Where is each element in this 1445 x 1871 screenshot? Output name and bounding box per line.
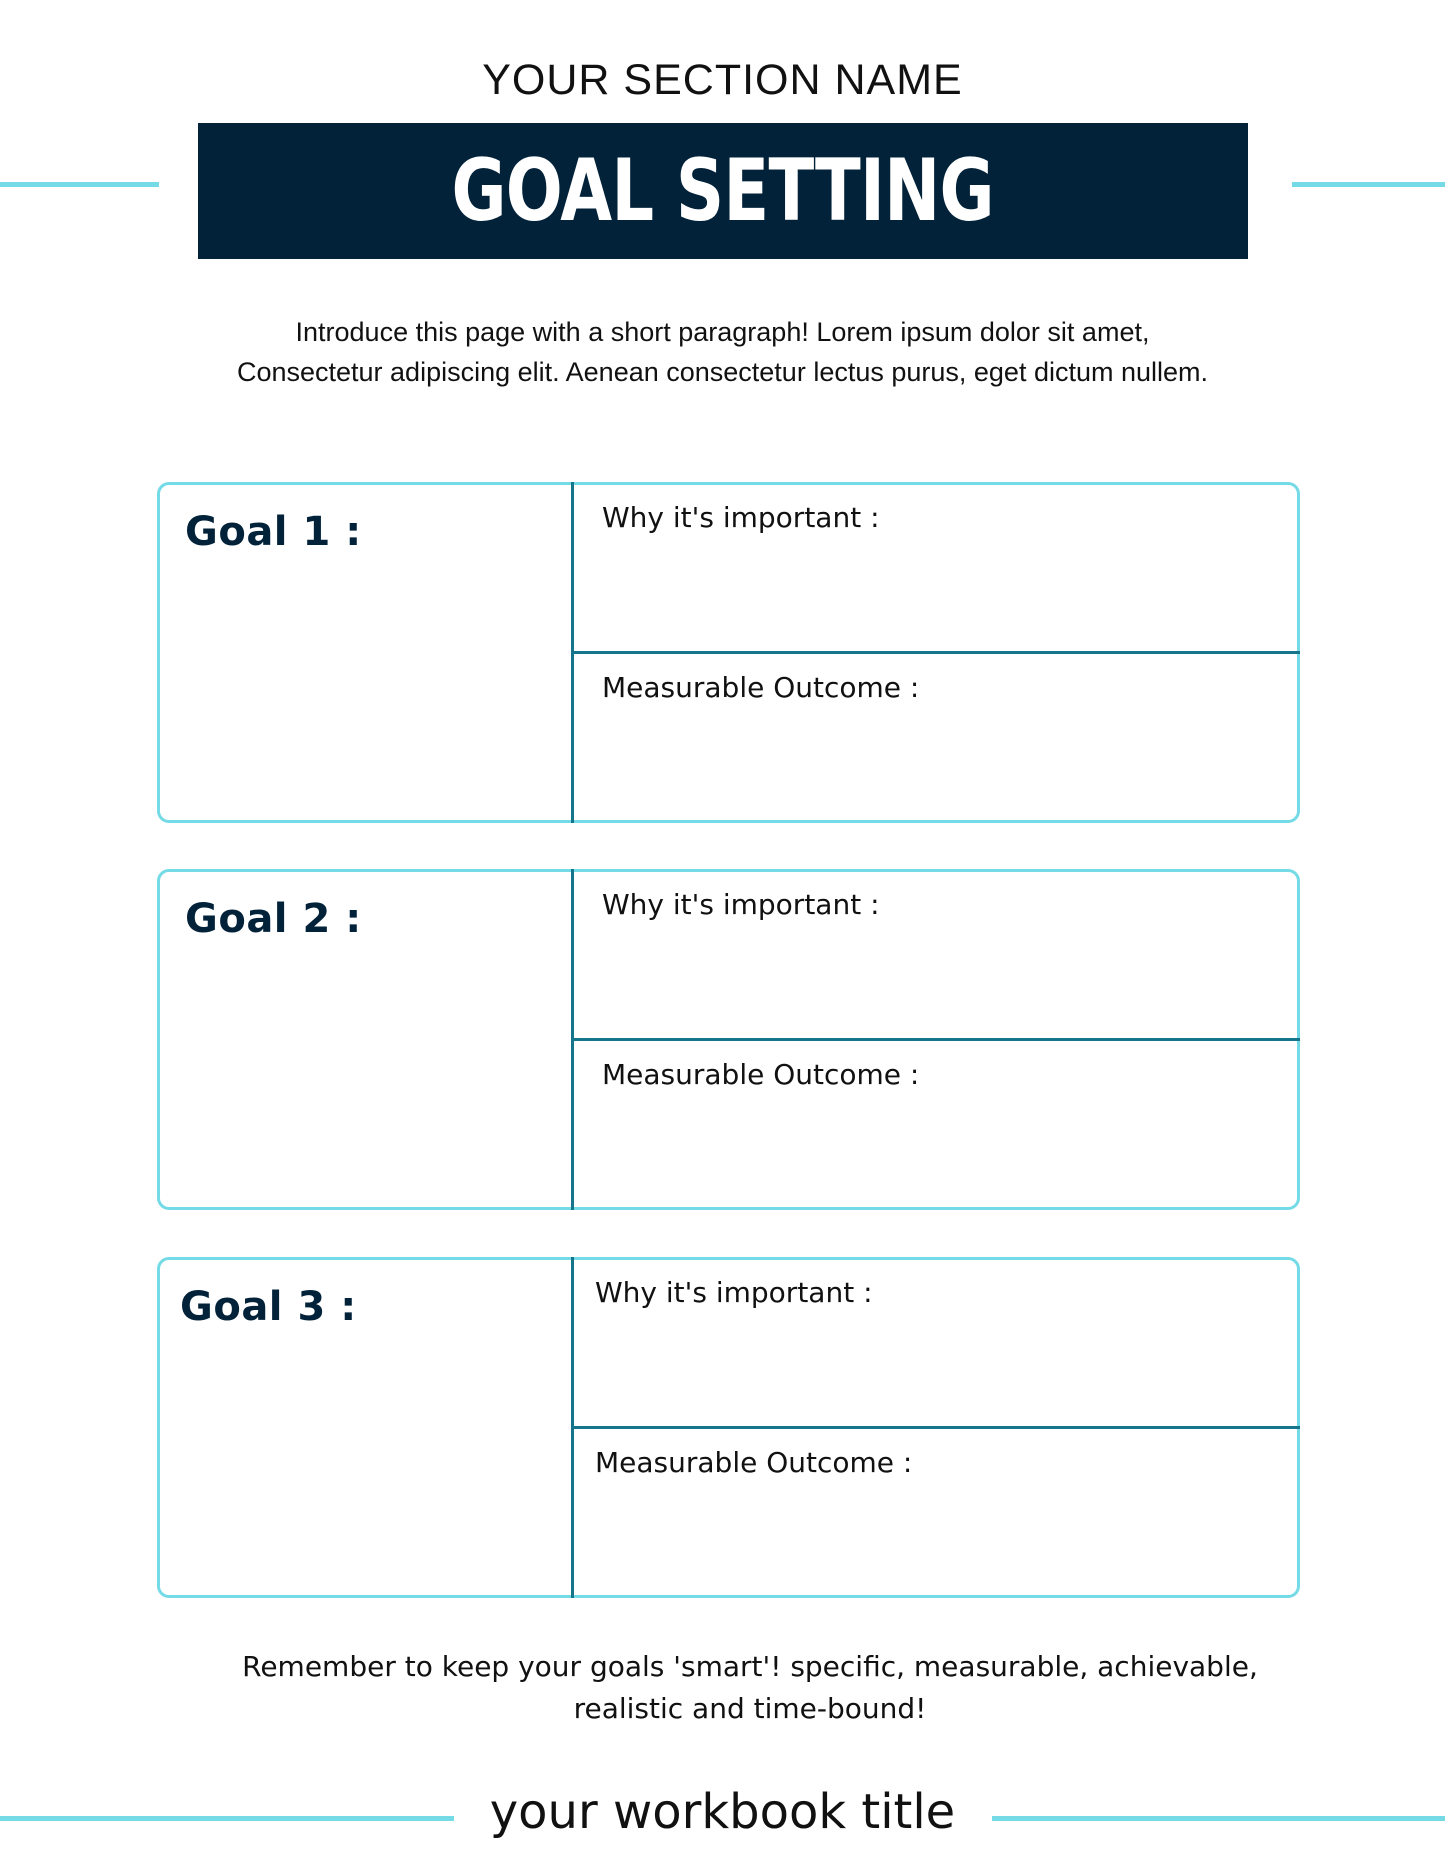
goal-2-why-important-label[interactable]: Why it's important : — [602, 888, 880, 921]
goal-3-horizontal-divider — [574, 1426, 1300, 1429]
goal-2-label[interactable]: Goal 2 : — [185, 896, 362, 942]
goal-1-measurable-outcome-label[interactable]: Measurable Outcome : — [602, 671, 920, 704]
goal-2-measurable-outcome-label[interactable]: Measurable Outcome : — [602, 1058, 920, 1091]
reminder-line-1: Remember to keep your goals 'smart'! specific, measurable, achievable, — [242, 1650, 1258, 1683]
section-name: YOUR SECTION NAME — [482, 56, 963, 104]
goal-3-label[interactable]: Goal 3 : — [180, 1284, 357, 1330]
smart-goals-reminder — [200, 1646, 1300, 1730]
goal-card-2 — [157, 869, 1300, 1210]
goal-2-horizontal-divider — [574, 1038, 1300, 1041]
intro-line-2: Consectetur adipiscing elit. Aenean consectetur lectus purus, eget dictum nullem. — [236, 357, 1209, 387]
workbook-title: your workbook title — [489, 1784, 956, 1840]
intro-paragraph — [120, 312, 1325, 392]
intro-line-1: Introduce this page with a short paragraph! Lorem ipsum dolor sit amet, — [295, 317, 1150, 347]
reminder-line-2: realistic and time-bound! — [573, 1692, 927, 1725]
goal-3-why-important-label[interactable]: Why it's important : — [595, 1276, 873, 1309]
goal-card-1 — [157, 482, 1300, 823]
page-title: GOAL SETTING — [451, 141, 995, 241]
goal-card-3 — [157, 1257, 1300, 1598]
title-banner — [198, 123, 1248, 259]
goal-1-label[interactable]: Goal 1 : — [185, 509, 362, 555]
goal-1-why-important-label[interactable]: Why it's important : — [602, 501, 880, 534]
goal-3-measurable-outcome-label[interactable]: Measurable Outcome : — [595, 1446, 913, 1479]
decorative-line-top-right — [1292, 182, 1445, 187]
decorative-line-top-left — [0, 182, 159, 187]
goal-1-horizontal-divider — [574, 651, 1300, 654]
